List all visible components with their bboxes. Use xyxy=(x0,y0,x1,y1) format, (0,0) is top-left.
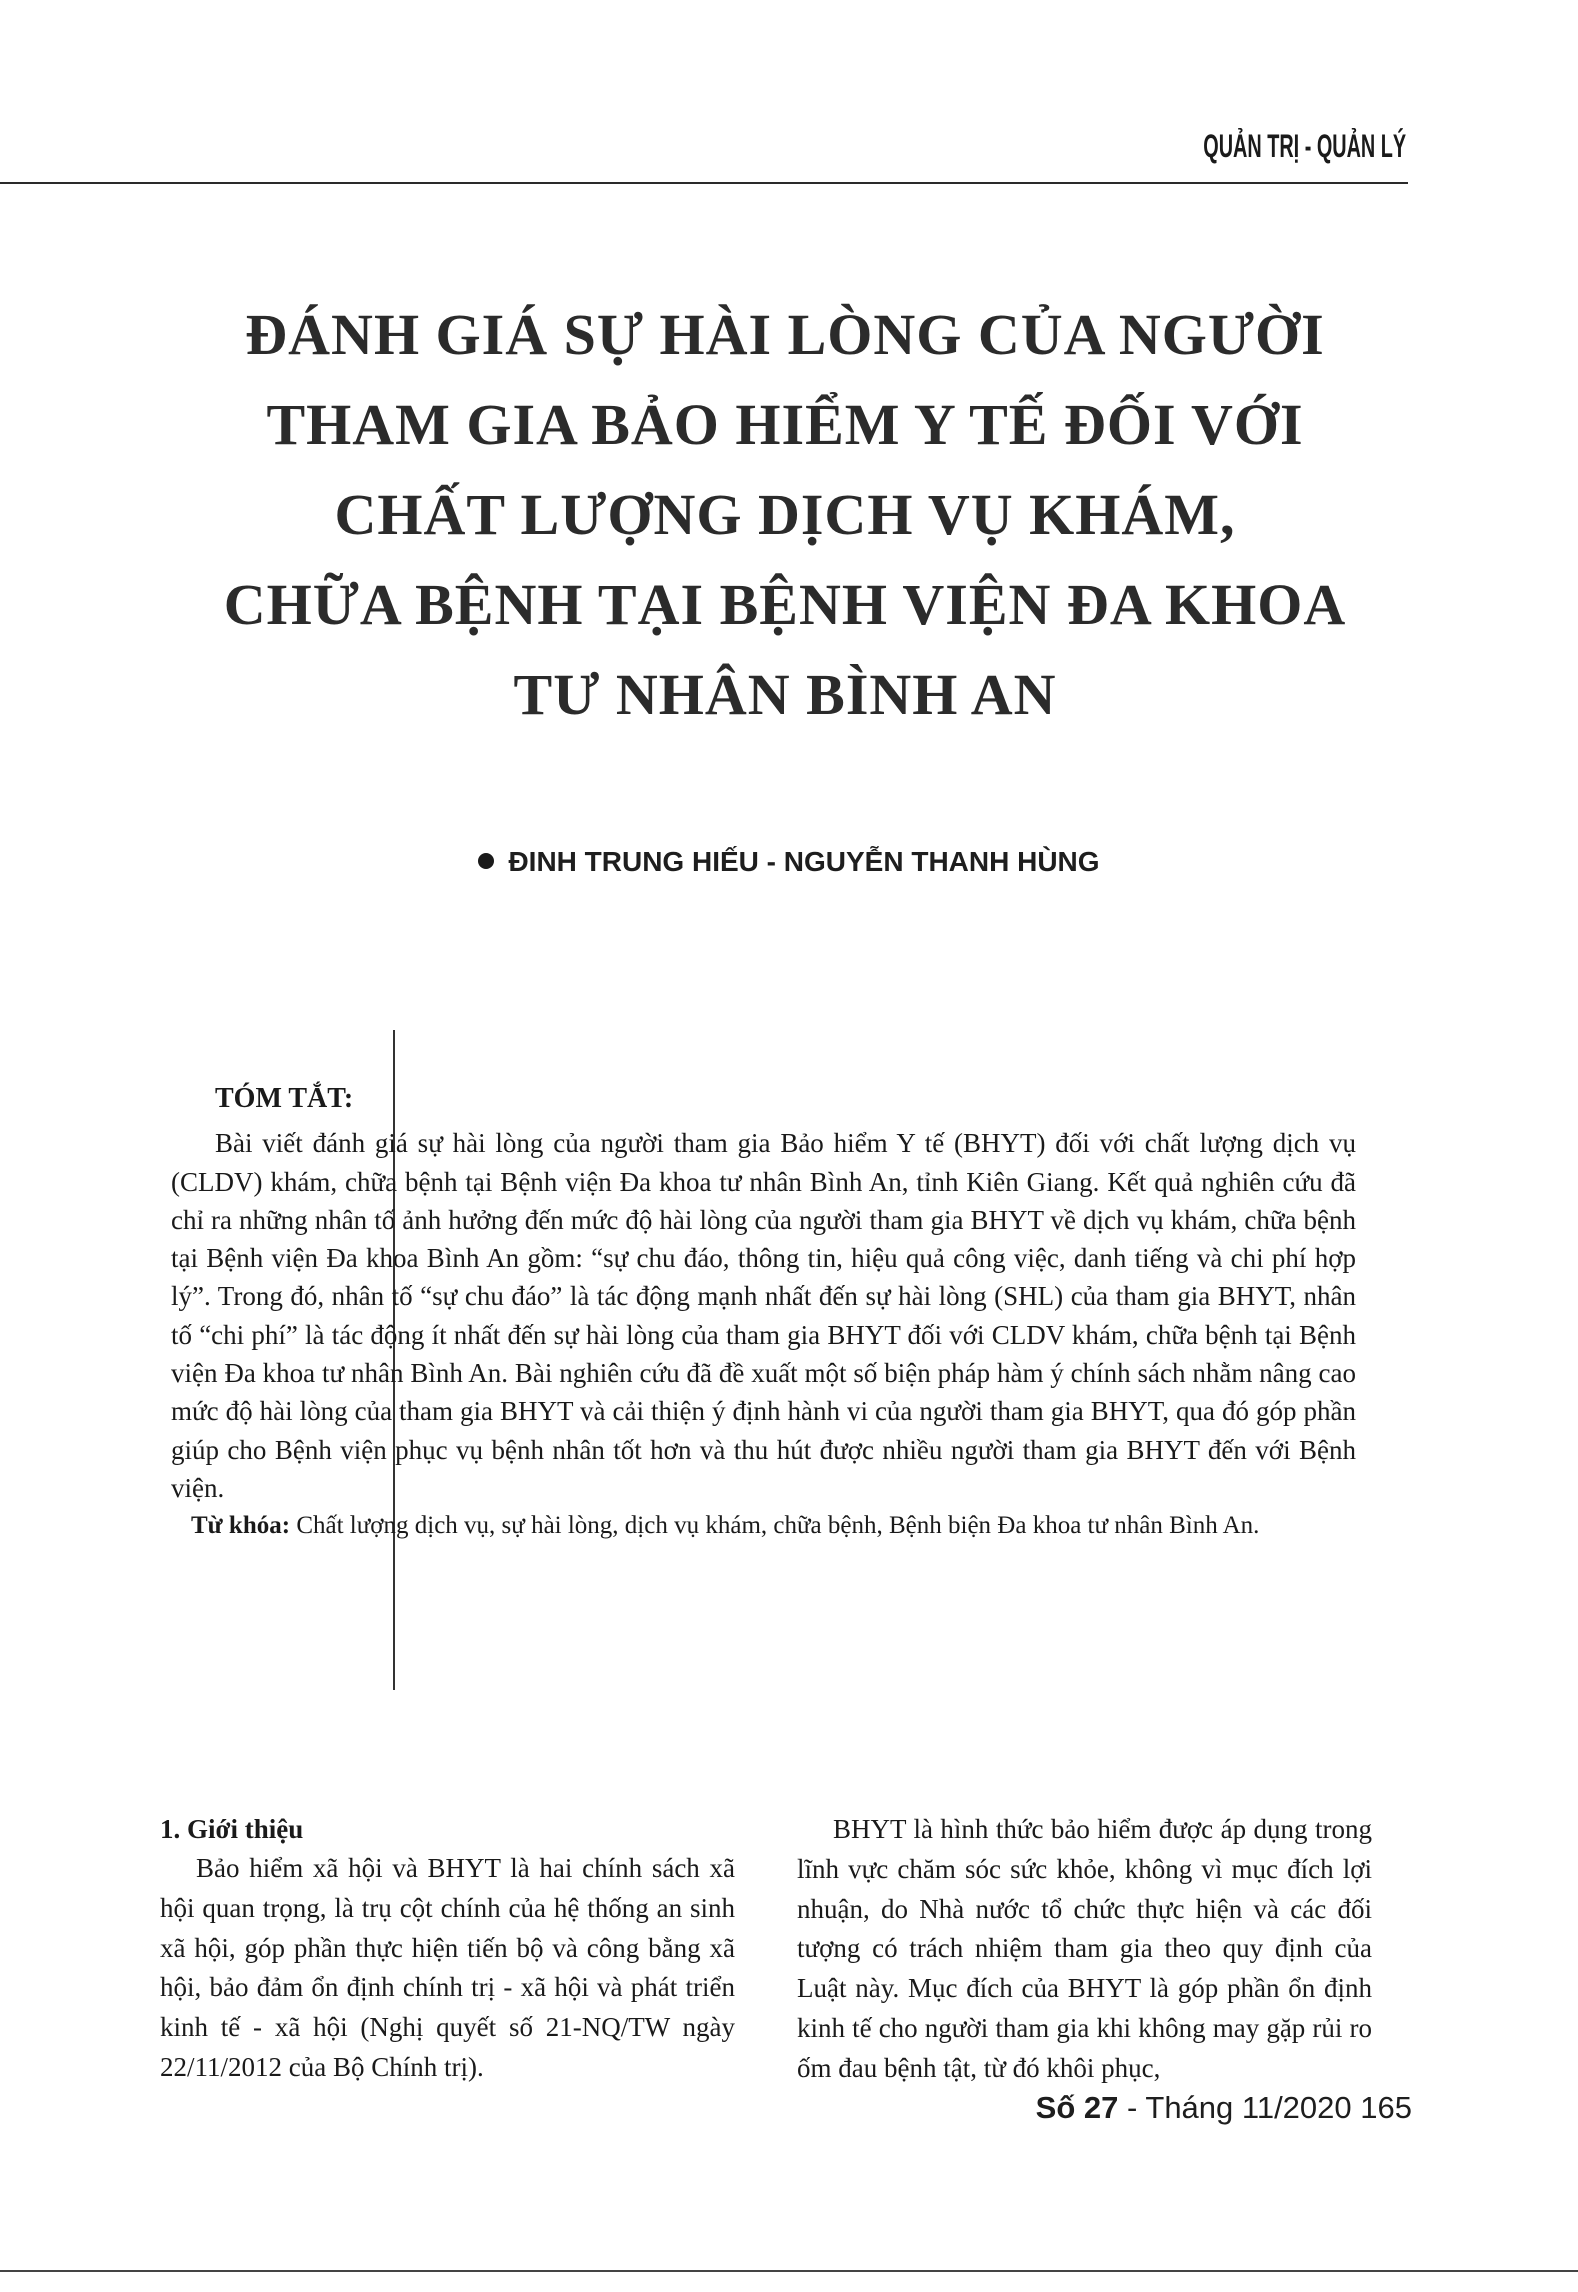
issue-date: - Tháng 11/2020 xyxy=(1118,2090,1361,2125)
title-line: ĐÁNH GIÁ SỰ HÀI LÒNG CỦA NGƯỜI xyxy=(245,302,1325,367)
paragraph: BHYT là hình thức bảo hiểm được áp dụng trong lĩnh vực chăm sóc sức khỏe, không vì mục đích lợi nhuận, do Nhà nước tổ chức thực hiện và các đối tượng có trách nhiệm tham gia theo quy định của Luật này. Mục đích của BHYT là góp phần ổn định kinh tế cho người tham gia khi không may gặp rủi ro ốm đau bệnh tật, từ đó khôi phục, xyxy=(797,1814,1372,2083)
section-header: QUẢN TRỊ - QUẢN LÝ xyxy=(1203,128,1406,164)
title-line: CHỮA BỆNH TẠI BỆNH VIỆN ĐA KHOA xyxy=(223,572,1347,637)
page-number: 165 xyxy=(1360,2090,1412,2125)
bullet-icon xyxy=(478,853,494,869)
paragraph: Bảo hiểm xã hội và BHYT là hai chính sách xã hội quan trọng, là trụ cột chính của hệ thống an sinh xã hội, góp phần thực hiện tiến bộ và công bằng xã hội, bảo đảm ổn định chính trị - xã hội và phát triển kinh tế - xã hội (Nghị quyết số 21-NQ/TW ngày 22/11/2012 của Bộ Chính trị). xyxy=(160,1853,735,2082)
issue-label: Số 27 xyxy=(1035,2090,1119,2125)
keywords-text: Chất lượng dịch vụ, sự hài lòng, dịch vụ khám, chữa bệnh, Bệnh biện Đa khoa tư nhân Bình An. xyxy=(296,1512,1260,1540)
section-heading: 1. Giới thiệu xyxy=(160,1814,304,1844)
keywords xyxy=(171,1507,1356,1545)
keywords-label: Từ khóa: xyxy=(191,1512,291,1540)
title-line: THAM GIA BẢO HIỂM Y TẾ ĐỐI VỚI xyxy=(266,392,1304,457)
authors-line xyxy=(0,846,1578,878)
bottom-divider xyxy=(0,2270,1578,2272)
right-column xyxy=(797,1810,1372,2089)
title-line: TƯ NHÂN BÌNH AN xyxy=(513,662,1057,727)
title-line: CHẤT LƯỢNG DỊCH VỤ KHÁM, xyxy=(334,482,1236,547)
header-divider xyxy=(0,182,1408,184)
abstract-block xyxy=(171,1080,1356,1545)
page-footer xyxy=(1036,2090,1412,2126)
left-column xyxy=(160,1810,735,2088)
article-title xyxy=(150,290,1420,740)
abstract-heading: TÓM TẮT: xyxy=(215,1083,354,1114)
abstract-body: Bài viết đánh giá sự hài lòng của người tham gia Bảo hiểm Y tế (BHYT) đối với chất lượng dịch vụ (CLDV) khám, chữa bệnh tại Bệnh viện Đa khoa tư nhân Bình An, tỉnh Kiên Giang. Kết quả nghiên cứu đã chỉ ra những nhân tố ảnh hưởng đến mức độ hài lòng của người tham gia BHYT về dịch vụ khám, chữa bệnh tại Bệnh viện Đa khoa Bình An gồm: “sự chu đáo, thông tin, hiệu quả công việc, danh tiếng và chi phí hợp lý”. Trong đó, nhân tố “sự chu đáo” là tác động mạnh nhất đến sự hài lòng (SHL) của tham gia BHYT, nhân tố “chi phí” là tác động ít nhất đến sự hài lòng của tham gia BHYT đối với CLDV khám, chữa bệnh tại Bệnh viện Đa khoa tư nhân Bình An. Bài nghiên cứu đã đề xuất một số biện pháp hàm ý chính sách nhằm nâng cao mức độ hài lòng của tham gia BHYT và cải thiện ý định hành vi của người tham gia BHYT, qua đó góp phần giúp cho Bệnh viện phục vụ bệnh nhân tốt hơn và thu hút được nhiều người tham gia BHYT đến với Bệnh viện. xyxy=(171,1128,1356,1503)
authors: ĐINH TRUNG HIẾU - NGUYỄN THANH HÙNG xyxy=(508,846,1100,877)
